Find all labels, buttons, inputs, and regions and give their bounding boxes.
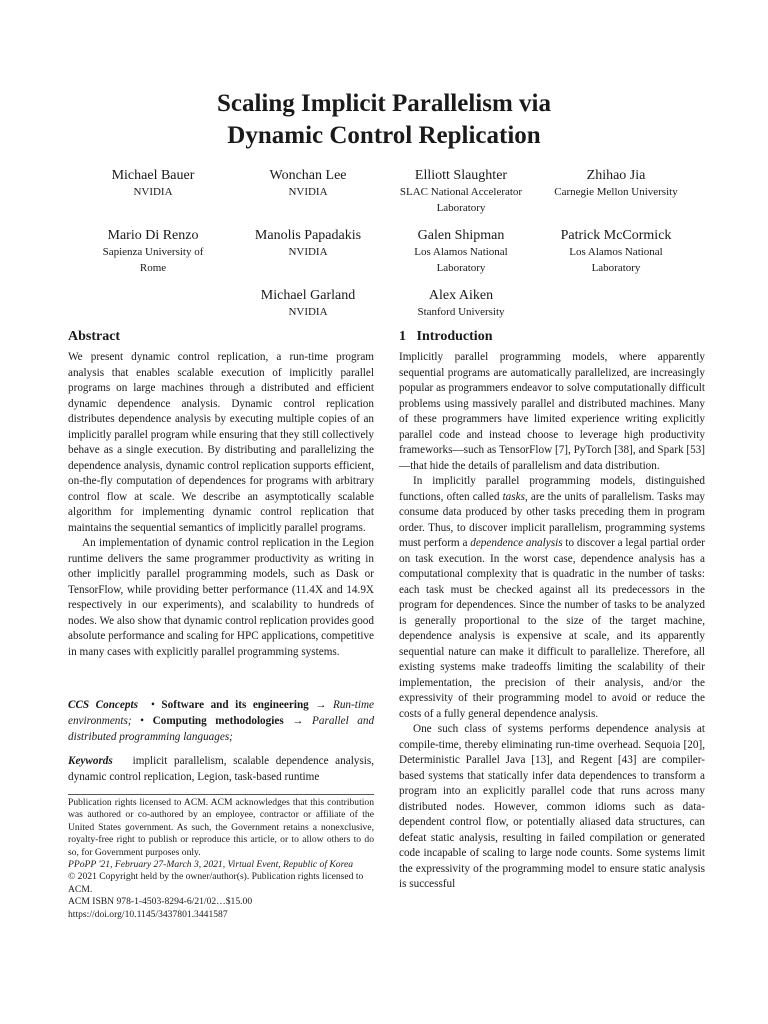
author-name: Mario Di Renzo [107, 228, 199, 243]
paper-title [0, 88, 768, 152]
ccs-item-1: Software and its engineering [161, 699, 309, 711]
author-name: Patrick McCormick [560, 228, 672, 243]
author-block [230, 227, 386, 260]
ccs-item-2-sub: Parallel and distributed programming languages; [68, 715, 375, 743]
ccs-arrow: → [315, 699, 327, 711]
keywords-text: implicit parallelism, scalable dependence analysis, dynamic control replication, Legion, task-based runtime [68, 755, 375, 783]
title-line-2: Dynamic Control Replication [227, 122, 541, 149]
author-affiliation: NVIDIA [288, 186, 328, 198]
intro-term-dependence-analysis: dependence analysis [470, 537, 563, 549]
abstract-heading: Abstract [68, 329, 121, 344]
author-block [383, 227, 539, 276]
keywords-label: Keywords [68, 755, 113, 767]
footnote [68, 797, 374, 921]
author-affiliation: NVIDIA [133, 186, 173, 198]
author-name: Galen Shipman [417, 228, 505, 243]
author-block [230, 167, 386, 200]
author-block [383, 287, 539, 320]
author-name: Wonchan Lee [269, 168, 347, 183]
author-name: Zhihao Jia [586, 168, 646, 183]
author-block [230, 287, 386, 320]
author-affiliation: SLAC National Accelerator [399, 186, 523, 198]
abstract-body [68, 350, 374, 660]
author-block [75, 167, 231, 200]
author-block [538, 167, 694, 200]
ccs-concepts: CCS Concepts • Software and its engineering → Run-time environments; • Computing methodologies → Parallel and distributed programming languages; [68, 699, 375, 743]
author-block [383, 167, 539, 216]
ccs-arrow: → [292, 715, 304, 727]
author-affiliation: NVIDIA [288, 246, 328, 258]
ccs-item-1-sub: Run-time environments; [68, 699, 375, 727]
author-name: Michael Garland [260, 288, 356, 303]
intro-paragraph: Implicitly parallel programming models, where apparently sequential programs are automatically parallelized, are increasingly popular as programmers endeavor to solve computationally difficult problems using massively parallel and distributed machines. Many of these programmers have limited experience writing explicitly parallel code and instead choose to leverage high productivity frameworks—such as TensorFlow [7], PyTorch [38], and Spark [53]—that hide the details of parallelism and data distribution. [399, 351, 705, 472]
author-block [75, 227, 231, 276]
ccs-item-2: Computing methodologies [152, 715, 284, 727]
author-affiliation: Laboratory [436, 202, 486, 214]
intro-text: to discover a legal partial order on task execution. In the worst case, dependence analysis has a computational complexity that is quadratic in the number of tasks: each task must be checked against all its predecessors in the program for dependences. Since the number of tasks to be analyzed is generally proportional to the size of the target machine, dependence analysis is expensive at scale, and its apparently sequential nature can make it difficult to parallelize. Therefore, all existing systems make tradeoffs limiting the scalability of their implementation, the precision of their analysis, and/or the expressivity of their programming model to avoid or reduce the costs of a fully general dependence analysis. [399, 537, 705, 720]
intro-paragraph: One such class of systems performs dependence analysis at compile-time, thereby eliminating run-time overhead. Sequoia [20], Deterministic Parallel Java [13], and Regent [43] are compiler-based systems that statically infer data dependences to transform a program into an explicitly parallel code that runs across many distributed nodes. However, common idioms such as data-dependent control flow, or potentially aliased data structures, can defeat static analysis, resulting in failed compilation or generated code incapable of scaling to large node counts. Some systems limit the expressivity of the programming model to ensure static analysis is successful [399, 723, 705, 890]
author-affiliation: NVIDIA [288, 306, 328, 318]
title-line-1: Scaling Implicit Parallelism via [216, 90, 551, 117]
intro-heading [399, 329, 492, 345]
author-affiliation: Laboratory [591, 262, 641, 274]
footnote-copyright: © 2021 Copyright held by the owner/author(s). Publication rights licensed to ACM. [68, 871, 364, 895]
footnote-rights: Publication rights licensed to ACM. ACM acknowledges that this contribution was authored or co-authored by an employee, contractor or affiliate of the United States government. As such, the Government retains a nonexclusive, royalty-free right to publish or reproduce this article, or to allow others to do so, for Government purposes only. [68, 797, 374, 858]
author-affiliation: Sapienza University of [102, 246, 204, 258]
footnote-venue: PPoPP '21, February 27-March 3, 2021, Virtual Event, Republic of Korea [68, 859, 354, 871]
intro-heading-number: 1 [399, 329, 406, 344]
author-name: Alex Aiken [428, 288, 494, 303]
author-name: Michael Bauer [111, 168, 195, 183]
footnote-doi[interactable]: https://doi.org/10.1145/3437801.3441587 [68, 908, 228, 920]
author-affiliation: Rome [139, 262, 167, 274]
intro-term-tasks: tasks [502, 490, 525, 503]
intro-body [399, 350, 705, 893]
intro-text: , are the units of parallelism. Tasks may consume data produced by other tasks preceding them in program order. Thus, to discover implicit parallelism, programming systems must perform a [399, 490, 705, 549]
author-name: Manolis Papadakis [254, 228, 362, 243]
intro-paragraph [399, 474, 705, 722]
author-name: Elliott Slaughter [414, 168, 508, 183]
author-affiliation: Carnegie Mellon University [554, 186, 678, 198]
footnote-isbn: ACM ISBN 978-1-4503-8294-6/21/02…$15.00 [68, 896, 253, 908]
author-block [538, 227, 694, 276]
author-affiliation: Los Alamos National [569, 246, 663, 258]
abstract-paragraph: We present dynamic control replication, a run-time program analysis that enables scalable execution of implicitly parallel programs on large machines through a distributed and efficient dynamic dependence analysis. Dynamic control replication distributes dependence analysis by executing multiple copies of an implicitly parallel program while ensuring that they still collectively behave as a single execution. By distributing and parallelizing the dependence analysis, dynamic control replication supports efficient, on-the-fly computation of dependences for programs with arbitrary control flow at scale. We describe an asymptotically scalable algorithm for implementing dynamic control replication that maintains the sequential semantics of implicitly parallel programs. [68, 351, 374, 534]
author-affiliation: Los Alamos National [414, 246, 508, 258]
intro-heading-text: Introduction [416, 329, 493, 344]
abstract-paragraph: An implementation of dynamic control replication in the Legion runtime delivers the same programmer productivity as writing in other implicitly parallel programming models, such as Dask or TensorFlow, while providing better performance (11.4X and 14.9X respectively in our experiments), and scalability to hundreds of nodes. We also show that dynamic control replication provides good absolute performance and scaling for HPC applications, competitive in many cases with explicitly parallel programming systems. [68, 537, 374, 658]
ccs-label: CCS Concepts [68, 699, 138, 711]
footnote-divider [68, 794, 374, 795]
intro-text: In implicitly parallel programming models, distinguished functions, often called [399, 475, 705, 503]
author-affiliation: Stanford University [417, 306, 505, 318]
author-affiliation: Laboratory [436, 262, 486, 274]
keywords [68, 753, 374, 785]
